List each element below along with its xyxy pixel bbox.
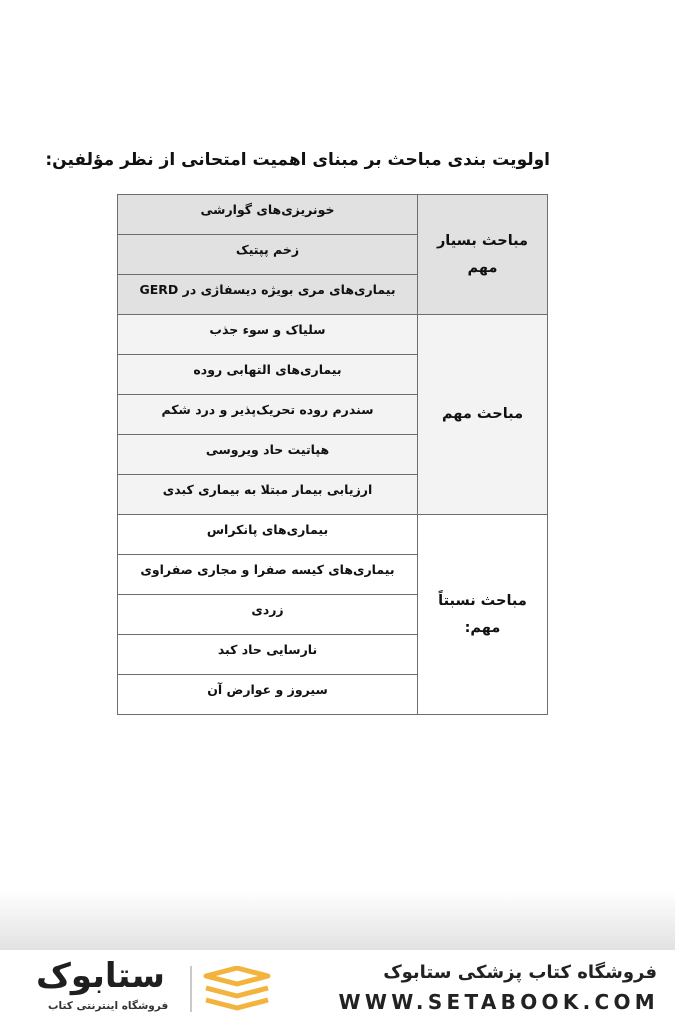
logo-wordmark: ستابوک bbox=[36, 956, 165, 996]
category-cell: مباحث بسیار مهم bbox=[418, 195, 548, 315]
footer-banner bbox=[0, 950, 675, 1024]
page-title: اولویت بندی مباحث بر مبنای اهمیت امتحانی از نظر مؤلفین: bbox=[45, 150, 550, 170]
topic-cell: هپاتیت حاد ویروسی bbox=[118, 435, 418, 475]
store-logo[interactable] bbox=[30, 956, 270, 1018]
topic-cell: ارزیابی بیمار مبتلا به بیماری کبدی bbox=[118, 475, 418, 515]
category-cell: مباحث مهم bbox=[418, 315, 548, 515]
topic-cell: بیماری‌های کیسه صفرا و مجاری صفراوی bbox=[118, 555, 418, 595]
topic-cell: سیروز و عوارض آن bbox=[118, 675, 418, 715]
topic-cell: سندرم روده تحریک‌پذیر و درد شکم bbox=[118, 395, 418, 435]
topic-cell: سلیاک و سوء جذب bbox=[118, 315, 418, 355]
topic-cell: بیماری‌های التهابی روده bbox=[118, 355, 418, 395]
topic-cell: خونریزی‌های گوارشی bbox=[118, 195, 418, 235]
store-name: فروشگاه کتاب پزشکی ستابوک bbox=[383, 962, 657, 983]
logo-subtitle: فروشگاه اینترنتی کتاب bbox=[48, 1000, 169, 1012]
topics-priority-table bbox=[117, 194, 548, 715]
topic-cell: زردی bbox=[118, 595, 418, 635]
topic-cell: بیماری‌های پانکراس bbox=[118, 515, 418, 555]
topic-cell: بیماری‌های مری بویژه دیسفاژی در GERD bbox=[118, 275, 418, 315]
topic-cell: نارسایی حاد کبد bbox=[118, 635, 418, 675]
category-cell: مباحث نسبتاً مهم: bbox=[418, 515, 548, 715]
footer-shadow bbox=[0, 890, 675, 950]
book-stack-icon bbox=[202, 966, 272, 1014]
topic-cell: زخم پپتیک bbox=[118, 235, 418, 275]
logo-divider bbox=[190, 966, 192, 1012]
store-url-link[interactable]: WWW.SETABOOK.COM bbox=[338, 990, 659, 1014]
